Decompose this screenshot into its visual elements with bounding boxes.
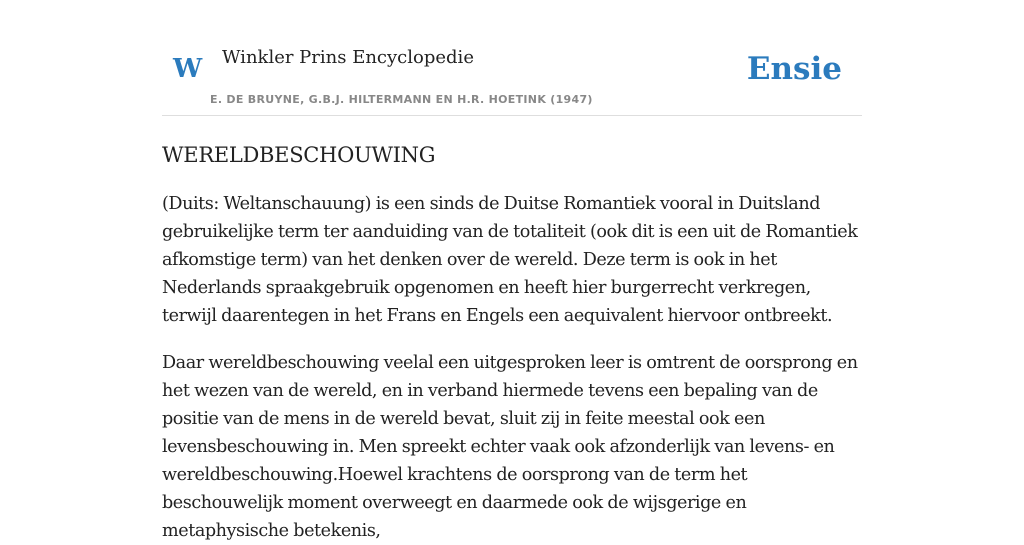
article [162,138,862,545]
article-title: WERELDBESCHOUWING [162,143,436,167]
article-paragraph: (Duits: Weltanschauung) is een sinds de Duitse Romantiek vooral in Duitsland gebruikelijke term ter aanduiding van de totaliteit (ook dit is een uit de Romantiek afkomstige term) van het denken over de wereld. Deze term is ook in het Nederlands spraakgebruik opgenomen en heeft hier burgerrecht verkregen, terwijl daarentegen in het Frans en Engels een aequivalent hiervoor ontbreekt. [162,194,858,326]
source-logo[interactable]: W [173,54,203,84]
header [162,30,862,116]
article-paragraph: Daar wereldbeschouwing veelal een uitgesproken leer is omtrent de oorsprong en het wezen van de wereld, en in verband hiermede tevens een bepaling van de positie van de mens in de wereld bevat, sluit zij in feite meestal ook een levensbeschouwing in. Men spreekt echter vaak ook afzonderlijk van levens- en wereldbeschouwing.Hoewel krachtens de oorsprong van de term het beschouwelijk moment overweegt en daarmede ook de wijsgerige en metaphysische betekenis, [162,353,858,541]
source-title[interactable]: Winkler Prins Encyclopedie [222,47,474,68]
brand-logo[interactable]: Ensie [746,51,842,87]
source-authors: E. DE BRUYNE, G.B.J. HILTERMANN EN H.R. HOETINK (1947) [210,93,593,106]
